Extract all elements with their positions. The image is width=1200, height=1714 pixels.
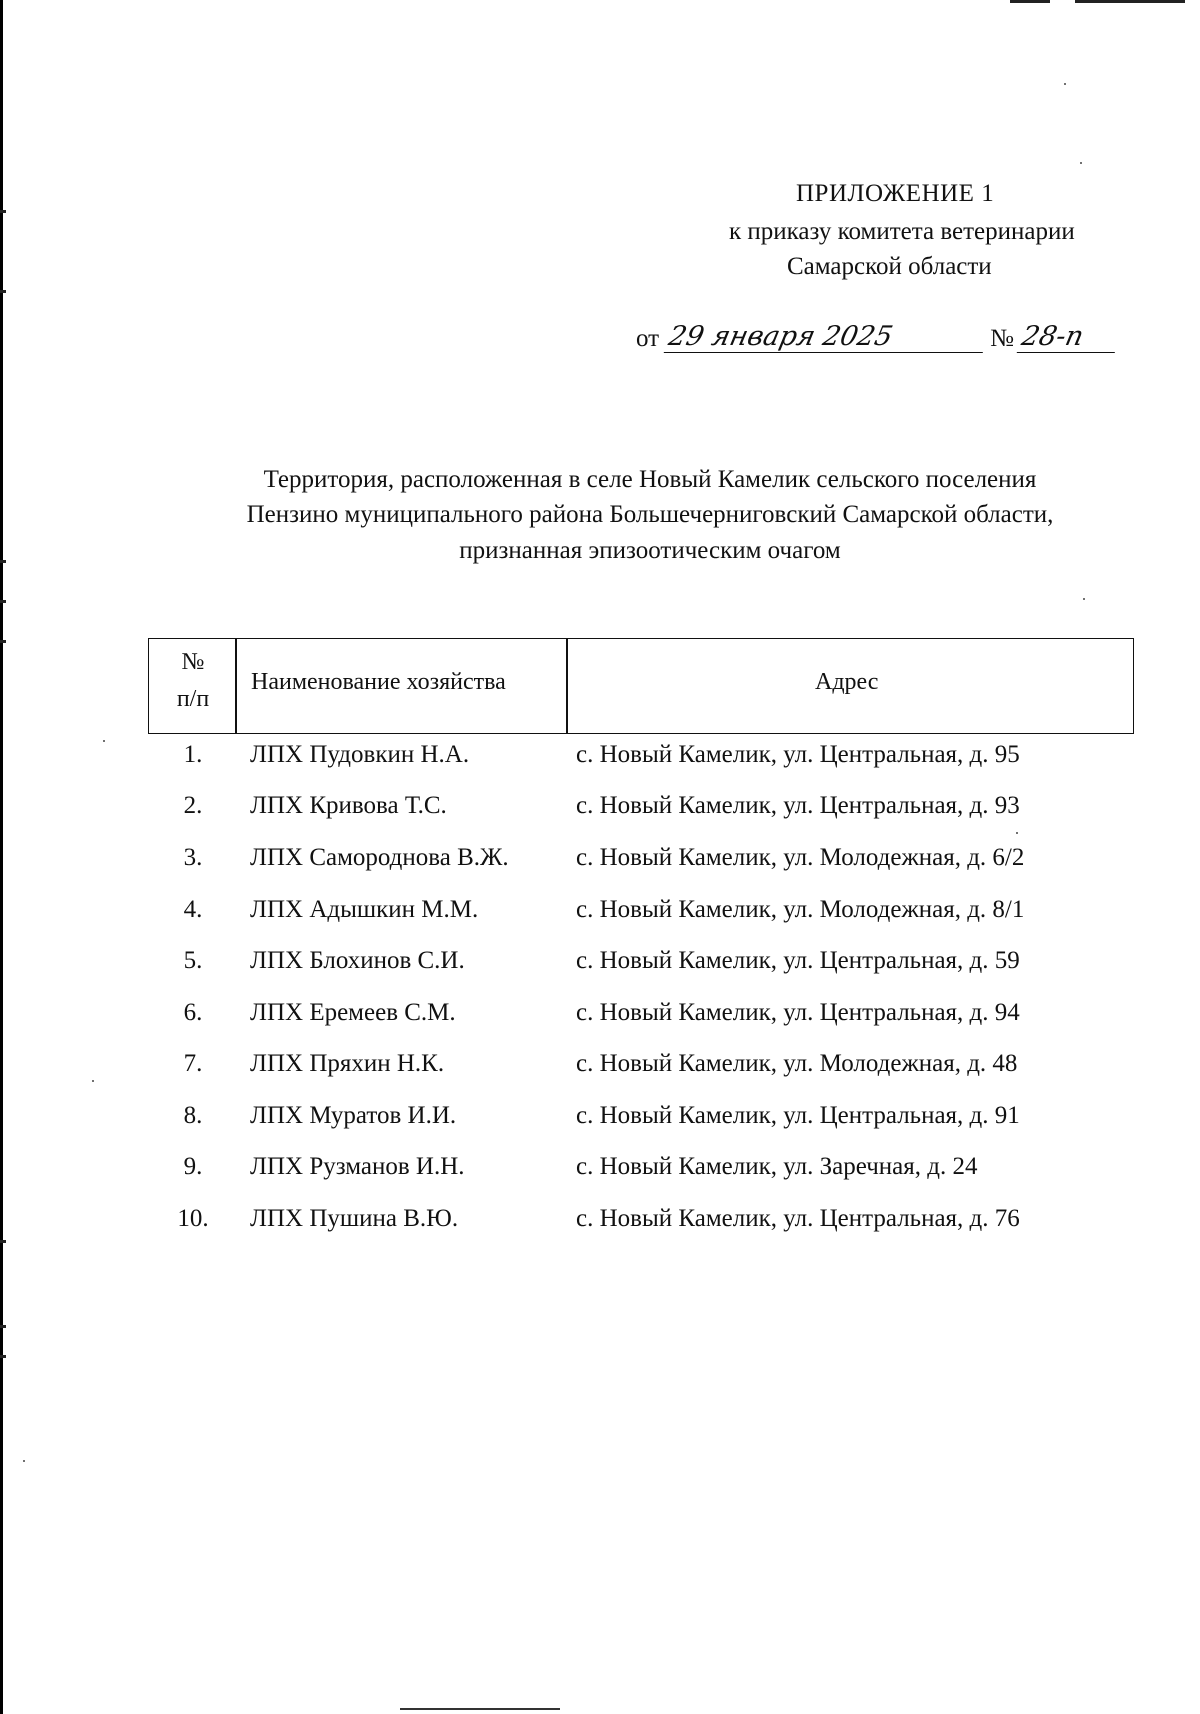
table-row [0, 792, 1200, 842]
doc-title-line-3: признанная эпизоотическим очагом [459, 537, 841, 564]
scan-mark [1075, 0, 1185, 3]
row-number: 5. [183, 947, 203, 974]
row-number: 8. [183, 1102, 203, 1129]
row-address: с. Новый Камелик, ул. Молодежная, д. 6/2 [576, 844, 1025, 871]
row-number: 6. [183, 999, 203, 1026]
table-header [148, 638, 1134, 734]
row-address: с. Новый Камелик, ул. Центральная, д. 91 [576, 1102, 1020, 1129]
row-number: 2. [183, 792, 203, 819]
scan-mark [0, 640, 6, 643]
row-farm-name: ЛПХ Самороднова В.Ж. [250, 844, 509, 871]
row-address: с. Новый Камелик, ул. Молодежная, д. 48 [576, 1050, 1018, 1077]
scan-mark [0, 210, 6, 213]
row-number: 7. [183, 1050, 203, 1077]
order-date-line [636, 322, 1118, 353]
scan-mark [400, 1708, 560, 1710]
table-row [0, 1153, 1200, 1203]
row-number: 10. [177, 1205, 209, 1232]
header-address: Адрес [815, 669, 879, 695]
row-address: с. Новый Камелик, ул. Центральная, д. 59 [576, 947, 1020, 974]
row-address: с. Новый Камелик, ул. Заречная, д. 24 [576, 1153, 978, 1180]
row-farm-name: ЛПХ Пушина В.Ю. [250, 1205, 459, 1232]
row-address: с. Новый Камелик, ул. Центральная, д. 76 [576, 1205, 1020, 1232]
row-farm-name: ЛПХ Пряхин Н.К. [250, 1050, 445, 1077]
handwritten-number: 28-п [1017, 322, 1122, 353]
header-number [173, 645, 213, 719]
appendix-title: ПРИЛОЖЕНИЕ 1 [796, 180, 995, 207]
from-label: от [636, 325, 660, 352]
row-farm-name: ЛПХ Рузманов И.Н. [250, 1153, 465, 1180]
table-row [0, 1050, 1200, 1100]
row-farm-name: ЛПХ Кривова Т.С. [250, 792, 447, 819]
table-row [0, 947, 1200, 997]
number-label: № [990, 325, 1014, 352]
scan-mark [1010, 0, 1050, 3]
row-number: 1. [183, 741, 203, 768]
table-row [0, 1205, 1200, 1255]
scan-speck [1080, 162, 1082, 164]
row-farm-name: ЛПХ Блохинов С.И. [250, 947, 465, 974]
scan-speck [23, 1460, 25, 1462]
row-address: с. Новый Камелик, ул. Центральная, д. 95 [576, 741, 1020, 768]
scan-mark [0, 1325, 6, 1328]
row-address: с. Новый Камелик, ул. Центральная, д. 93 [576, 792, 1020, 819]
appendix-order-line-1: к приказу комитета ветеринарии [729, 218, 1075, 245]
row-number: 9. [183, 1153, 203, 1180]
doc-title-line-2: Пензино муниципального района Большечерниговский Самарской области, [246, 501, 1054, 528]
scan-mark [0, 560, 6, 563]
table-row [0, 999, 1200, 1049]
scan-speck [1083, 598, 1085, 600]
appendix-order-line-2: Самарской области [787, 253, 992, 280]
header-number-line-1: № [181, 649, 205, 675]
row-number: 4. [183, 896, 203, 923]
scan-speck [1064, 83, 1066, 85]
row-address: с. Новый Камелик, ул. Центральная, д. 94 [576, 999, 1020, 1026]
table-row [0, 844, 1200, 894]
doc-title-line-1: Территория, расположенная в селе Новый Камелик сельского поселения [263, 466, 1037, 493]
row-address: с. Новый Камелик, ул. Молодежная, д. 8/1 [576, 896, 1025, 923]
header-farm-name: Наименование хозяйства [251, 669, 506, 695]
row-farm-name: ЛПХ Пудовкин Н.А. [250, 741, 470, 768]
table-row [0, 741, 1200, 791]
table-row [0, 1102, 1200, 1152]
row-farm-name: ЛПХ Муратов И.И. [250, 1102, 457, 1129]
table-row [0, 896, 1200, 946]
column-divider [566, 639, 568, 733]
column-divider [235, 639, 237, 733]
row-number: 3. [183, 844, 203, 871]
row-farm-name: ЛПХ Адышкин М.М. [250, 896, 479, 923]
row-farm-name: ЛПХ Еремеев С.М. [250, 999, 456, 1026]
scan-mark [0, 1355, 6, 1358]
scan-mark [0, 290, 6, 293]
scan-mark [0, 600, 6, 603]
handwritten-date: 29 января 2025 [664, 322, 990, 353]
header-number-line-2: п/п [176, 686, 210, 712]
